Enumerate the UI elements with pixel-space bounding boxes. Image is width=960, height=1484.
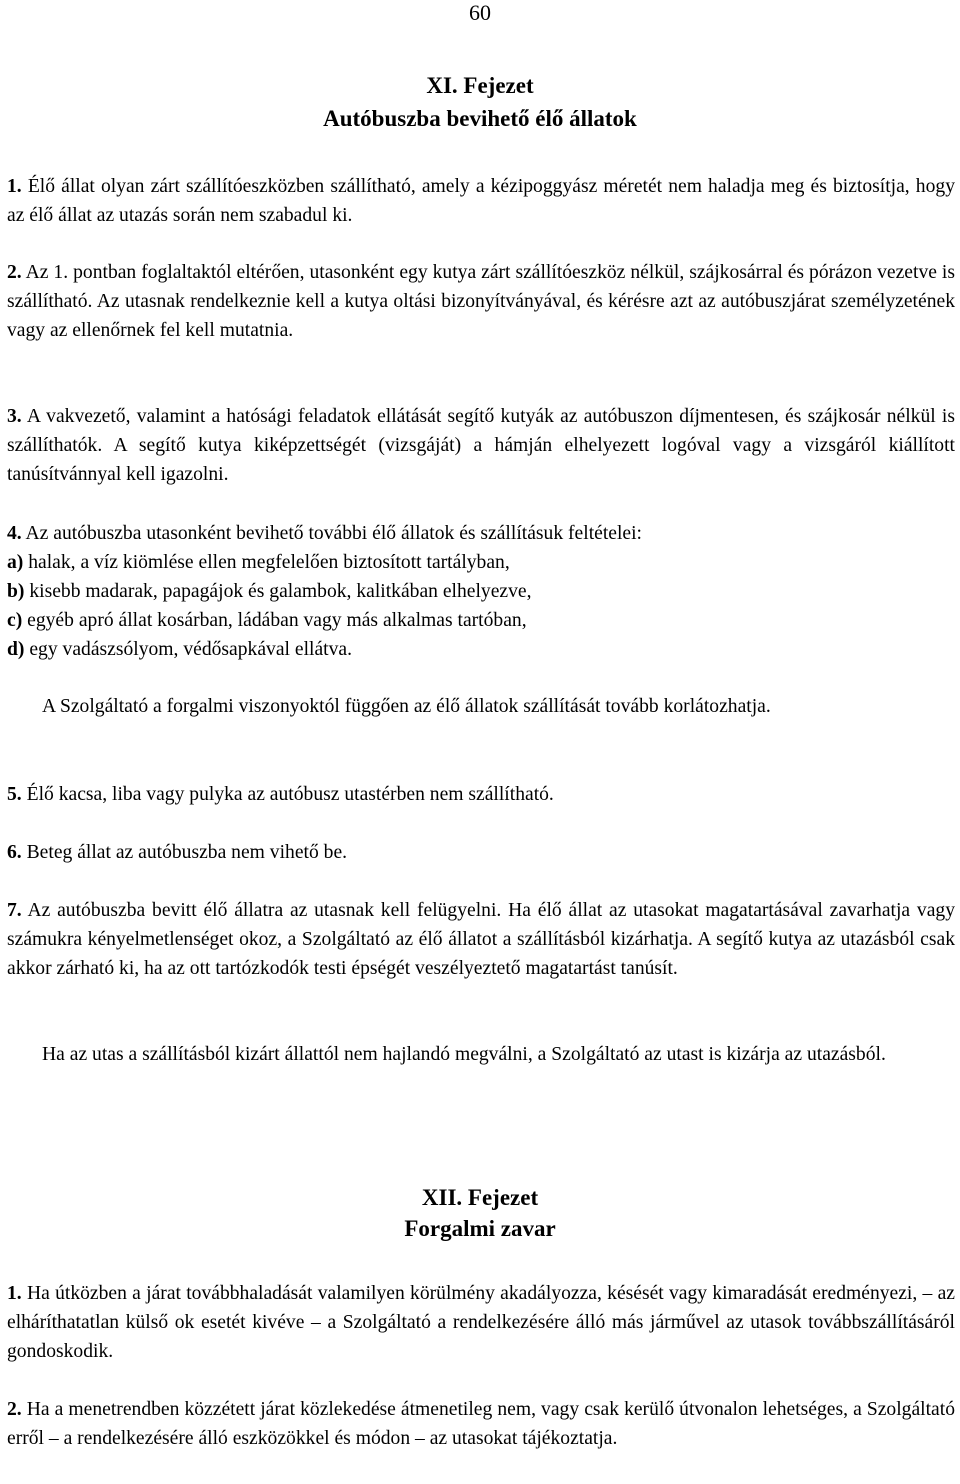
- list-label: b): [7, 581, 25, 602]
- ch11-paragraph-4-note: A Szolgáltató a forgalmi viszonyoktól függően az élő állatok szállítását tovább korlátozhatja.: [42, 696, 771, 717]
- paragraph-number: 7.: [7, 900, 22, 921]
- paragraph-text: Ha a menetrendben közzétett járat közlekedése átmenetileg nem, vagy csak kerülő útvonalon lehetséges, a Szolgáltató erről – a rendelkezésére álló eszközökkel és módon – az utasokat tájékoztatja.: [7, 1399, 955, 1449]
- paragraph-text: Beteg állat az autóbuszba nem vihető be.: [26, 842, 348, 863]
- paragraph-number: 1.: [7, 176, 22, 197]
- paragraph-text: Élő állat olyan zárt szállítóeszközben szállítható, amely a kézipoggyász méretét nem haladja meg és biztosítja, hogy az élő állat az utazás során nem szabadul ki.: [7, 176, 955, 226]
- list-item-a: [7, 548, 955, 577]
- list-label: d): [7, 639, 25, 660]
- chapter-12-subtitle: Forgalmi zavar: [404, 1216, 556, 1241]
- ch12-paragraph-2: [7, 1395, 955, 1453]
- list-item-c: [7, 606, 955, 635]
- list-item-b: [7, 577, 955, 606]
- ch11-paragraph-7-note: Ha az utas a szállításból kizárt állattól nem hajlandó megválni, a Szolgáltató az utast is kizárja az utazásból.: [42, 1044, 886, 1065]
- list-text: halak, a víz kiömlése ellen megfelelően biztosított tartályban,: [28, 552, 510, 573]
- list-label: c): [7, 610, 23, 631]
- paragraph-text: Ha útközben a járat továbbhaladását valamilyen körülmény akadályozza, késését vagy kimaradását eredményezi, – az elháríthatatlan külső ok esetét kivéve – a Szolgáltató a rendelkezésére álló más járművel az utasok továbbszállításáról gondoskodik.: [7, 1283, 955, 1362]
- chapter-11-title: XI. Fejezet: [426, 73, 534, 98]
- chapter-12-title: XII. Fejezet: [421, 1185, 539, 1210]
- paragraph-number: 1.: [7, 1283, 22, 1304]
- list-text: egy vadászsólyom, védősapkával ellátva.: [29, 639, 352, 660]
- ch11-paragraph-4: [7, 519, 955, 664]
- paragraph-number: 6.: [7, 842, 22, 863]
- ch11-paragraph-1: [7, 172, 955, 230]
- page-number: 60: [469, 0, 491, 25]
- paragraph-number: 5.: [7, 784, 22, 805]
- ch11-paragraph-2: [7, 258, 955, 345]
- paragraph-number: 2.: [7, 1399, 22, 1420]
- paragraph-text: Élő kacsa, liba vagy pulyka az autóbusz utastérben nem szállítható.: [26, 784, 554, 805]
- paragraph-text: Az autóbuszba bevitt élő állatra az utasnak kell felügyelni. Ha élő állat az utasokat magatartásával zavarhatja vagy számukra kényelmetlenséget okoz, a Szolgáltató az élő állatot a szállításból kizárhatja. A segítő kutya az utazásból csak akkor zárható ki, ha az ott tartózkodók testi épségét veszélyeztető magatartást tanúsít.: [7, 900, 955, 979]
- ch11-paragraph-6: [7, 838, 955, 867]
- list-text: egyéb apró állat kosárban, ládában vagy más alkalmas tartóban,: [27, 610, 527, 631]
- ch12-paragraph-1: [7, 1279, 955, 1366]
- list-text: kisebb madarak, papagájok és galambok, kalitkában elhelyezve,: [29, 581, 532, 602]
- paragraph-text: Az 1. pontban foglaltaktól eltérően, utasonként egy kutya zárt szállítóeszköz nélkül, szájkosárral és pórázon vezetve is szállítható. Az utasnak rendelkeznie kell a kutya oltási bizonyítványával, és kérésre azt az autóbuszjárat személyzetének vagy az ellenőrnek fel kell mutatnia.: [7, 262, 955, 341]
- ch11-paragraph-7: [7, 896, 955, 983]
- paragraph-number: 3.: [7, 406, 22, 427]
- paragraph-text: Az autóbuszba utasonként bevihető további élő állatok és szállításuk feltételei:: [25, 523, 642, 544]
- ch11-paragraph-3: [7, 402, 955, 489]
- paragraph-number: 4.: [7, 523, 22, 544]
- ch11-paragraph-5: [7, 780, 955, 809]
- paragraph-text: A vakvezető, valamint a hatósági feladatok ellátását segítő kutyák az autóbuszon díjmentesen, és szájkosár nélkül is szállíthatók. A segítő kutya kiképzettségét (vizsgáját) a hámján elhelyezett logóval vagy a vizsgáról kiállított tanúsítvánnyal kell igazolni.: [7, 406, 955, 485]
- paragraph-number: 2.: [7, 262, 22, 283]
- list-label: a): [7, 552, 24, 573]
- chapter-11-subtitle: Autóbuszba bevihető élő állatok: [323, 106, 637, 131]
- list-item-d: [7, 635, 955, 664]
